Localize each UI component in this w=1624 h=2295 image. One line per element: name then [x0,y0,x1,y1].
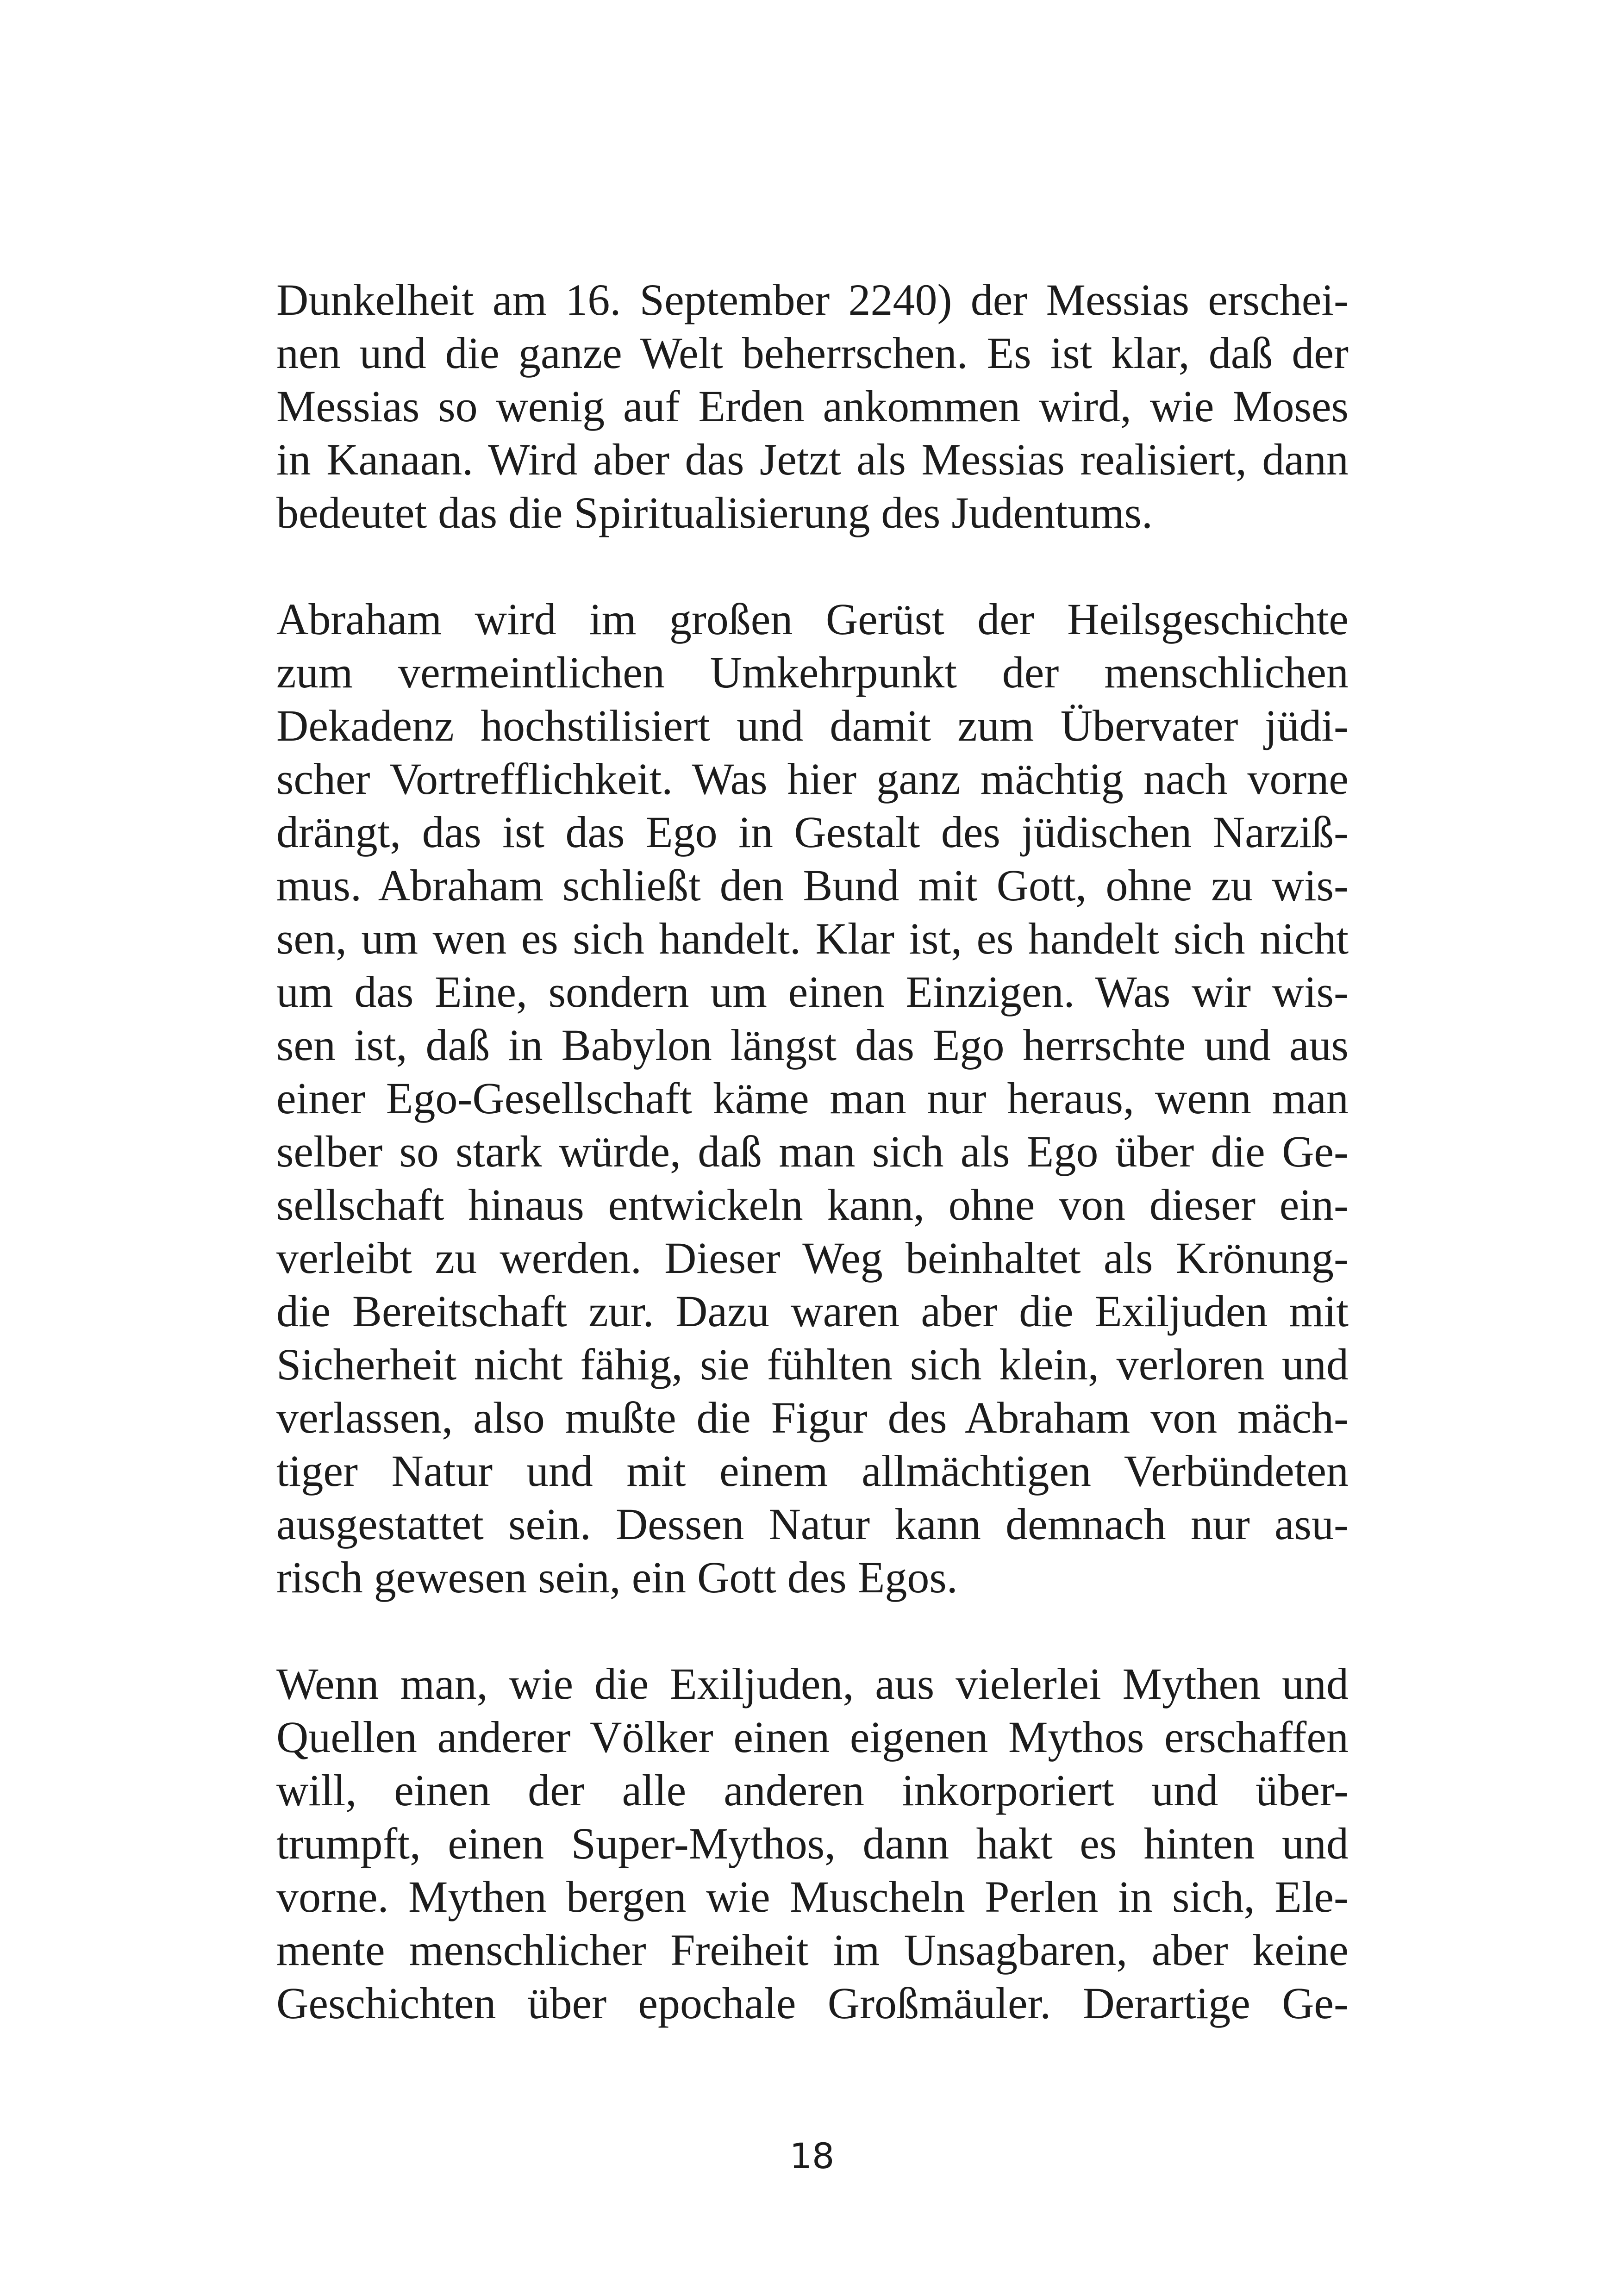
text-line: will, einen der alle anderen inkorporiert und über- [276,1765,1349,1815]
body-text [276,273,1349,2083]
text-line: mus. Abraham schließt den Bund mit Gott, ohne zu wis- [276,861,1349,910]
text-line: nen und die ganze Welt beherrschen. Es ist klar, daß der [276,328,1349,378]
text-line: tiger Natur und mit einem allmächtigen Verbündeten [276,1446,1349,1496]
paragraph [276,1657,1349,2030]
text-line: Abraham wird im großen Gerüst der Heilsgeschichte [276,594,1349,644]
text-line: einer Ego-Gesellschaft käme man nur heraus, wenn man [276,1073,1349,1123]
text-line: bedeutet das die Spiritualisierung des Judentums. [276,488,1153,537]
text-line: vorne. Mythen bergen wie Muscheln Perlen in sich, Ele- [276,1872,1349,1921]
paragraph [276,592,1349,1604]
text-line: selber so stark würde, daß man sich als Ego über die Ge- [276,1127,1349,1176]
text-line: scher Vortrefflichkeit. Was hier ganz mächtig nach vorne [276,754,1349,804]
text-line: Sicherheit nicht fähig, sie fühlten sich klein, verloren und [276,1340,1349,1389]
text-line: trumpft, einen Super-Mythos, dann hakt es hinten und [276,1819,1349,1868]
text-line: verlassen, also mußte die Figur des Abraham von mäch- [276,1393,1349,1442]
text-line: Wenn man, wie die Exiljuden, aus vielerlei Mythen und [276,1659,1349,1709]
text-line: drängt, das ist das Ego in Gestalt des jüdischen Narziß- [276,807,1349,857]
paragraph [276,273,1349,539]
text-line: risch gewesen sein, ein Gott des Egos. [276,1553,958,1602]
text-line: sen ist, daß in Babylon längst das Ego herrschte und aus [276,1020,1349,1070]
text-line: um das Eine, sondern um einen Einzigen. Was wir wis- [276,967,1349,1017]
text-line: ausgestattet sein. Dessen Natur kann demnach nur asu- [276,1499,1349,1549]
text-line: die Bereitschaft zur. Dazu waren aber die Exiljuden mit [276,1286,1349,1336]
text-line: Dekadenz hochstilisiert und damit zum Übervater jüdi- [276,701,1349,750]
text-line: Dunkelheit am 16. September 2240) der Messias erschei- [276,275,1349,324]
text-line: in Kanaan. Wird aber das Jetzt als Messias realisiert, dann [276,435,1349,484]
text-line: mente menschlicher Freiheit im Unsagbaren, aber keine [276,1925,1349,1975]
text-line: sen, um wen es sich handelt. Klar ist, es handelt sich nicht [276,914,1349,963]
text-line: Geschichten über epochale Großmäuler. Derartige Ge- [276,1978,1349,2028]
text-line: zum vermeintlichen Umkehrpunkt der menschlichen [276,648,1349,697]
text-line: sellschaft hinaus entwickeln kann, ohne von dieser ein- [276,1180,1349,1229]
text-line: Quellen anderer Völker einen eigenen Mythos erschaffen [276,1712,1349,1762]
page-number: 18 [789,2135,835,2177]
text-line: Messias so wenig auf Erden ankommen wird, wie Moses [276,381,1349,431]
text-line: verleibt zu werden. Dieser Weg beinhaltet als Krönung- [276,1233,1349,1283]
